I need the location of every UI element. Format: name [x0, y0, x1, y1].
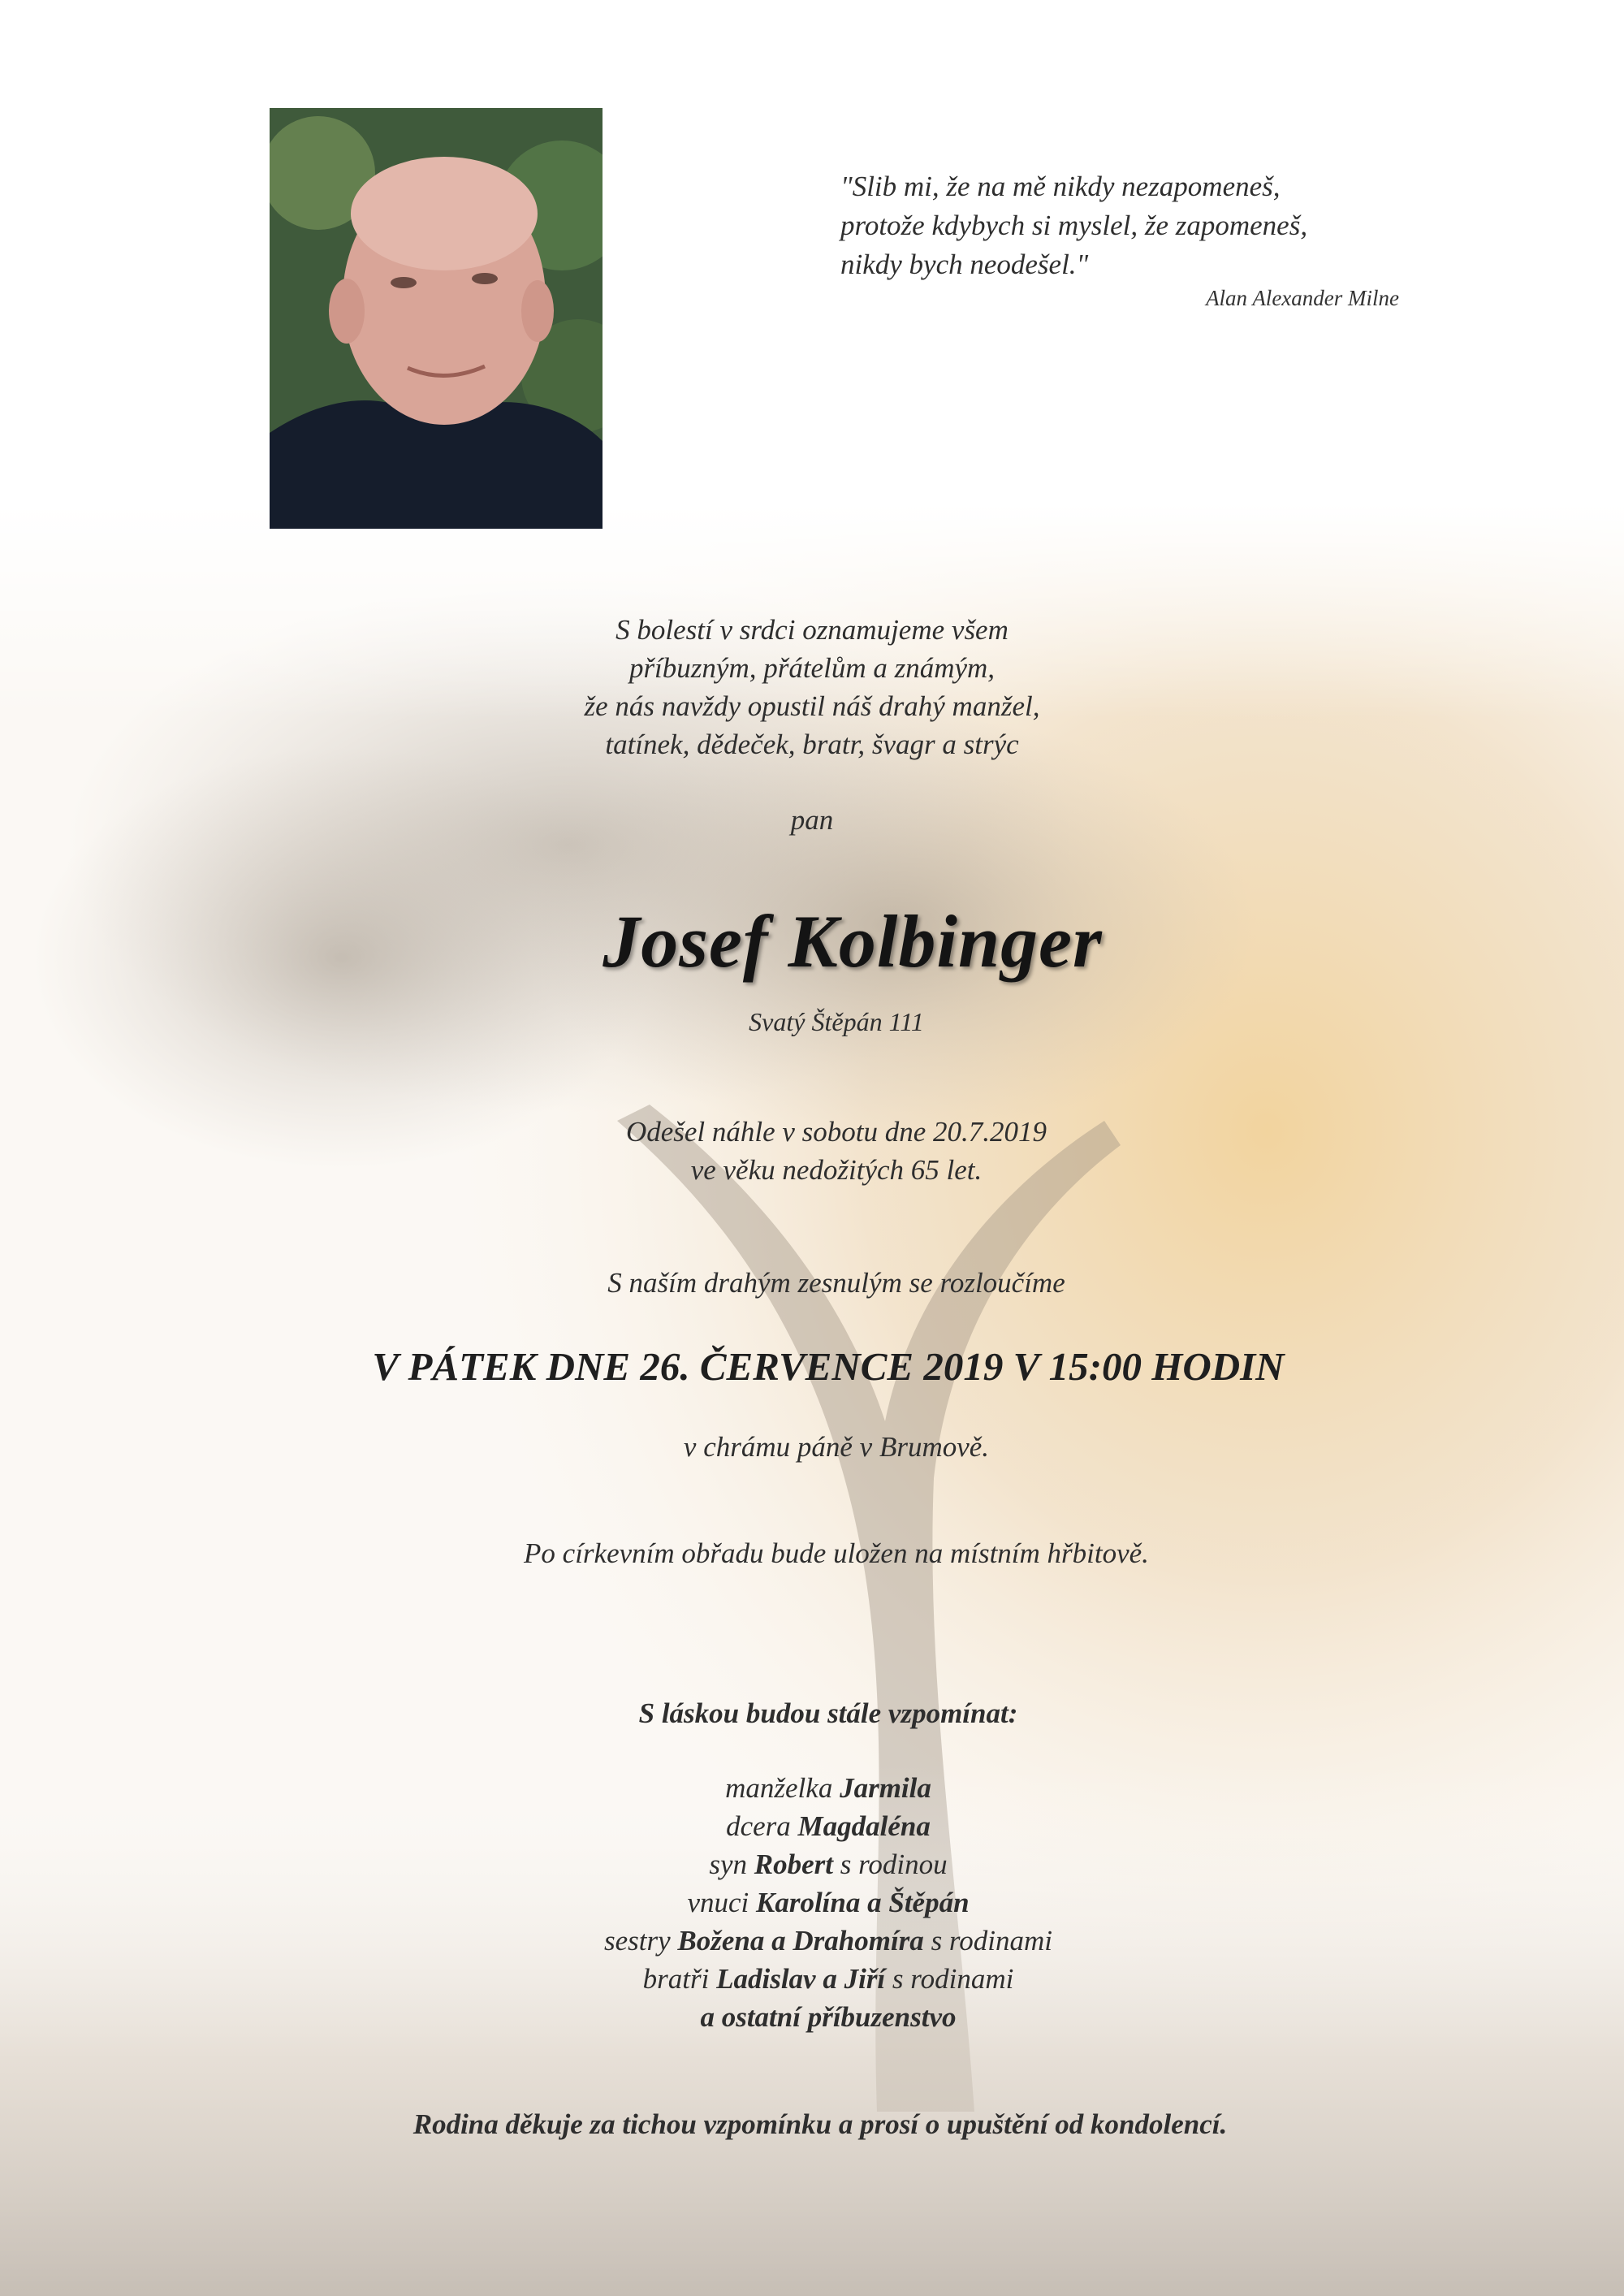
family-member: bratři Ladislav a Jiří s rodinami [642, 1963, 1014, 1995]
announcement-intro [0, 611, 1624, 763]
family-member: dcera Magdaléna [726, 1810, 931, 1842]
death-line: ve věku nedožitých 65 let. [690, 1154, 983, 1186]
death-line: Odešel náhle v sobotu dne 20.7.2019 [625, 1116, 1047, 1148]
quote-line: protože kdybych si myslel, že zapomeneš, [840, 210, 1308, 241]
title-word: pan [790, 804, 834, 836]
quote-line: "Slib mi, že na mě nikdy nezapomeneš, [840, 171, 1281, 202]
quote-author: Alan Alexander Milne [1206, 286, 1399, 310]
address: Svatý Štěpán 111 [749, 1007, 924, 1036]
ceremony-place: v chrámu páně v Brumově. [683, 1431, 990, 1463]
intro-line: S bolestí v srdci oznamujeme všem [615, 614, 1009, 646]
family-list [16, 1769, 1624, 2036]
intro-line: že nás navždy opustil náš drahý manžel, [584, 690, 1040, 722]
family-member: manželka Jarmila [725, 1772, 931, 1804]
ceremony-date: V PÁTEK DNE 26. ČERVENCE 2019 V 15:00 HODIN [372, 1344, 1285, 1389]
family-member: syn Robert s rodinou [709, 1848, 948, 1880]
farewell-text: S naším drahým zesnulým se rozloučíme [607, 1267, 1065, 1299]
mourners-heading: S láskou budou stále vzpomínat: [638, 1697, 1018, 1729]
quote-line: nikdy bych neodešel." [840, 249, 1089, 280]
family-member: vnuci Karolína a Štěpán [687, 1887, 970, 1918]
portrait-photo [270, 108, 603, 529]
family-member: sestry Božena a Drahomíra s rodinami [604, 1925, 1052, 1957]
death-notice [24, 1113, 1624, 1189]
burial-note: Po církevním obřadu bude uložen na místním hřbitově. [524, 1537, 1149, 1569]
family-member: a ostatní příbuzenstvo [700, 2001, 957, 2033]
thanks-note: Rodina děkuje za tichou vzpomínku a prosí o upuštění od kondolencí. [412, 2108, 1228, 2140]
deceased-name: Josef Kolbinger [603, 900, 1103, 983]
intro-line: tatínek, dědeček, bratr, švagr a strýc [605, 729, 1019, 760]
intro-line: příbuzným, přátelům a známým, [628, 652, 996, 684]
quote [840, 167, 1409, 284]
